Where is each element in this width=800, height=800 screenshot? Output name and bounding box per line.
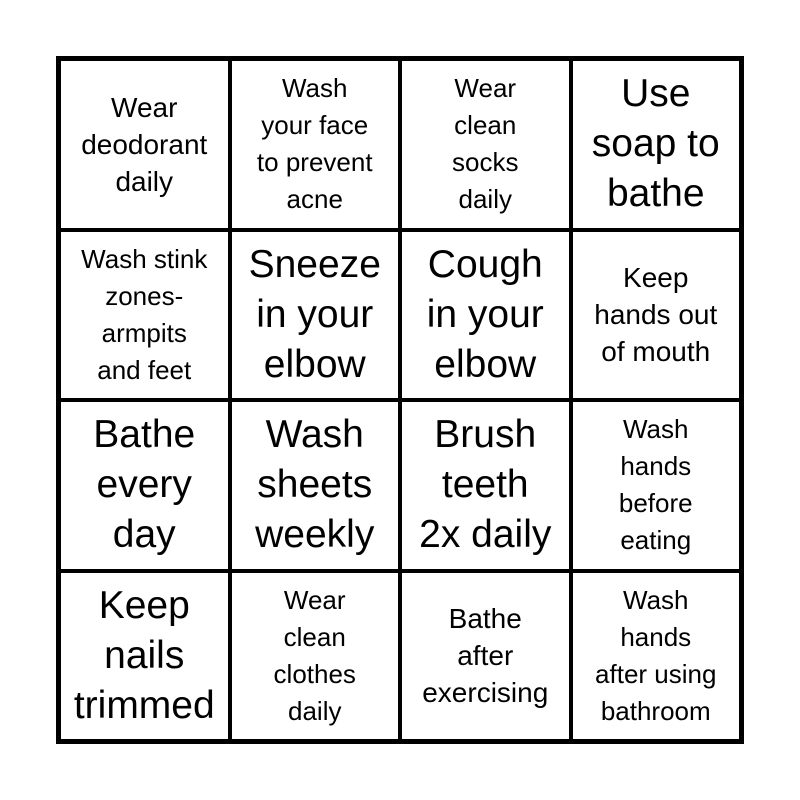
cell-text: Wash hands before eating <box>618 414 693 556</box>
bingo-cell[interactable] <box>59 571 230 742</box>
cell-text: Wear deodorant daily <box>81 91 208 197</box>
cell-text: Wear clean clothes daily <box>273 584 356 726</box>
cell-text: Bathe after exercising <box>422 603 549 709</box>
bingo-cell[interactable] <box>400 400 571 571</box>
cell-text: Cough in your elbow <box>426 242 544 386</box>
bingo-cell[interactable] <box>571 571 742 742</box>
cell-text: Wash sheets weekly <box>255 413 375 557</box>
cell-text: Keep nails trimmed <box>73 583 215 727</box>
bingo-cell[interactable] <box>230 400 401 571</box>
bingo-cell[interactable] <box>400 59 571 230</box>
cell-text: Use soap to bathe <box>591 72 720 216</box>
bingo-cell[interactable] <box>59 230 230 401</box>
bingo-cell[interactable] <box>571 230 742 401</box>
cell-text: Sneeze in your elbow <box>248 242 381 386</box>
bingo-cell[interactable] <box>571 59 742 230</box>
cell-text: Wear clean socks daily <box>452 73 519 215</box>
cell-text: Keep hands out of mouth <box>594 262 718 368</box>
cell-text: Brush teeth 2x daily <box>419 413 552 557</box>
cell-text: Wash your face to prevent acne <box>256 73 373 215</box>
bingo-board <box>56 56 744 744</box>
bingo-cell[interactable] <box>59 59 230 230</box>
bingo-cell[interactable] <box>230 59 401 230</box>
bingo-cell[interactable] <box>230 230 401 401</box>
cell-text: Bathe every day <box>93 413 196 557</box>
bingo-cell[interactable] <box>59 400 230 571</box>
bingo-cell[interactable] <box>400 230 571 401</box>
bingo-cell[interactable] <box>571 400 742 571</box>
bingo-cell[interactable] <box>400 571 571 742</box>
cell-text: Wash stink zones- armpits and feet <box>81 243 208 385</box>
cell-text: Wash hands after using bathroom <box>595 584 717 726</box>
bingo-cell[interactable] <box>230 571 401 742</box>
